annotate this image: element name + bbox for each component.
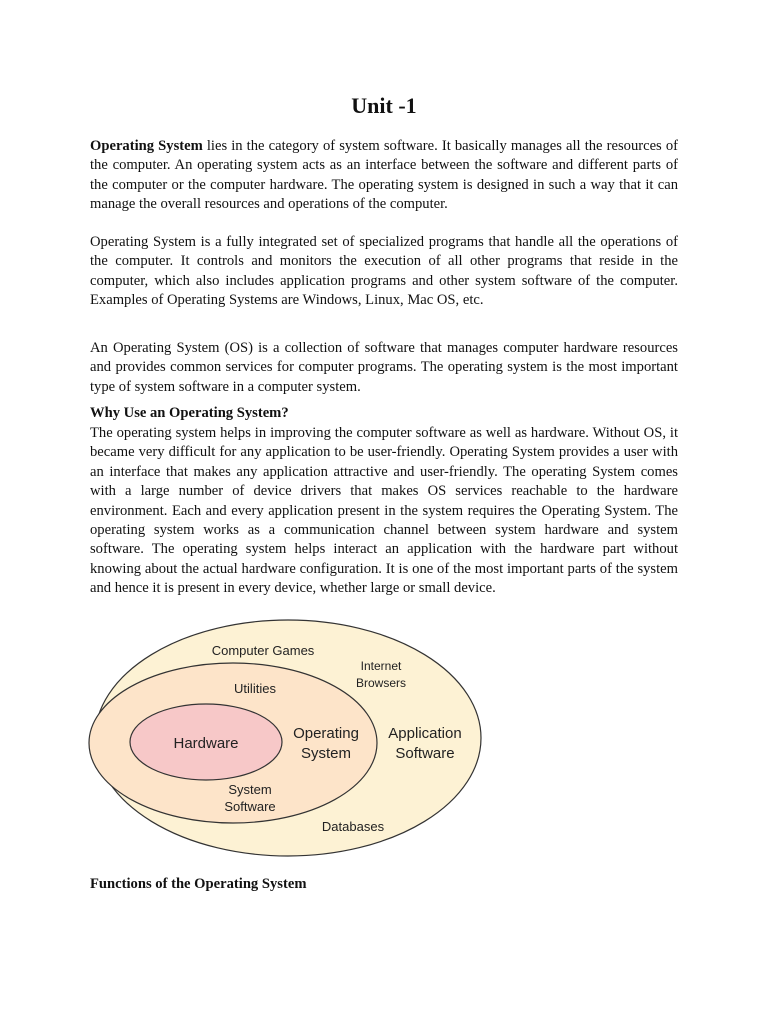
label-system-software-1: System <box>228 782 272 797</box>
label-hardware: Hardware <box>173 735 239 752</box>
label-computer-games: Computer Games <box>211 643 315 658</box>
label-application: Application <box>388 725 462 742</box>
paragraph-why-use-os-text: The operating system helps in improving the computer software as well as hardware. Without OS, it became very difficult for any application to be user-friendly. Operating System provides a user with an interface that makes any application attractive and user-friendly. The operating System comes with a large number of device drivers that makes OS services reachable to the hardware environment. Each and every application present in the system requires the Operating System. The operating system works as a communication channel between system hardware and system software. The operating system helps interact an application with the hardware part without knowing about the actual hardware configuration. It is one of the most important parts of the system and hence it is present in every device, whether large or small device. <box>90 425 678 597</box>
label-system: System <box>300 745 352 762</box>
label-internet: Internet <box>360 659 402 673</box>
paragraph-os-definition <box>90 137 678 215</box>
label-software: Software <box>395 745 455 762</box>
label-databases: Databases <box>321 819 385 834</box>
paragraph-os-collection-text: An Operating System (OS) is a collection of software that manages computer hardware resources and provides common services for computer programs. The operating system is the most important type of system software in a computer system. <box>90 340 678 395</box>
label-browsers: Browsers <box>355 676 407 690</box>
paragraph-os-programs-text: Operating System is a fully integrated set of specialized programs that handle all the operations of the computer. It controls and monitors the execution of all other programs that reside in the computer, which also includes application programs and other system software of the computer. Examples of Operating Systems are Windows, Linux, Mac OS, etc. <box>90 234 678 309</box>
os-layers-diagram <box>88 618 488 868</box>
page-title: Unit -1 <box>351 93 417 118</box>
label-operating: Operating <box>293 725 359 742</box>
label-system-software-2: Software <box>224 799 276 814</box>
heading-functions-of-os: Functions of the Operating System <box>90 876 307 892</box>
paragraph-os-programs <box>90 233 678 311</box>
paragraph-os-collection <box>90 339 678 397</box>
label-utilities: Utilities <box>234 681 276 696</box>
paragraph-why-use-os <box>90 424 678 599</box>
bold-lead-term: Operating System <box>90 138 203 154</box>
heading-why-use-os: Why Use an Operating System? <box>90 405 289 421</box>
paragraph-os-definition-text: lies in the category of system software. It basically manages all the resources of the computer. An operating system acts as an interface between the software and different parts of the computer or the computer hardware. The operating system is designed in such a way that it can manage the overall resources and operations of the computer. <box>90 138 678 213</box>
